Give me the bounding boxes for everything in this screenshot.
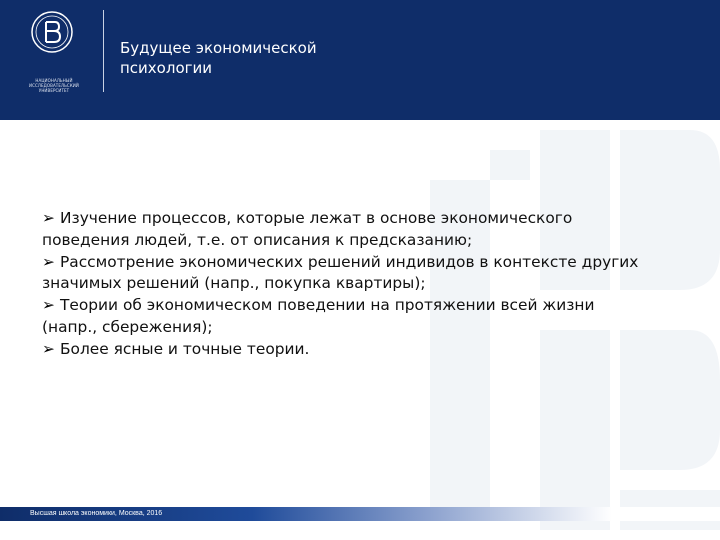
arrow-right-icon: ➢ bbox=[42, 209, 55, 227]
footer-bar bbox=[0, 507, 720, 521]
logo-caption-line-2: УНИВЕРСИТЕТ bbox=[38, 88, 70, 93]
list-item bbox=[42, 295, 642, 339]
list-item bbox=[42, 339, 642, 361]
list-item bbox=[42, 208, 642, 252]
list-item-text: Рассмотрение экономических решений индивидов в контексте других значимых решений (напр., покупка квартиры); bbox=[42, 252, 639, 293]
slide-title-line-2: психологии bbox=[120, 59, 212, 77]
header-divider bbox=[103, 10, 104, 92]
list-item-text: Теории об экономическом поведении на протяжении всей жизни (напр., сбережения); bbox=[42, 296, 595, 336]
slide-title bbox=[120, 38, 440, 78]
arrow-right-icon: ➢ bbox=[42, 339, 55, 358]
slide-title-line-1: Будущее экономической bbox=[120, 39, 317, 57]
logo-caption bbox=[10, 78, 98, 93]
list-item-text: Более ясные и точные теории. bbox=[60, 339, 310, 358]
hse-logo-icon bbox=[30, 10, 74, 54]
list-item-text: Изучение процессов, которые лежат в основе экономического поведения людей, т.е. от описания к предсказанию; bbox=[42, 209, 573, 249]
arrow-right-icon: ➢ bbox=[42, 252, 55, 271]
bullet-list bbox=[42, 208, 642, 361]
arrow-right-icon: ➢ bbox=[42, 296, 55, 315]
list-item bbox=[42, 252, 642, 296]
logo-caption-line-1: НАЦИОНАЛЬНЫЙ ИССЛЕДОВАТЕЛЬСКИЙ bbox=[29, 78, 79, 88]
header-bar bbox=[0, 0, 720, 120]
footer-text: Высшая школа экономики, Москва, 2016 bbox=[30, 510, 163, 517]
hse-logo bbox=[10, 10, 98, 93]
